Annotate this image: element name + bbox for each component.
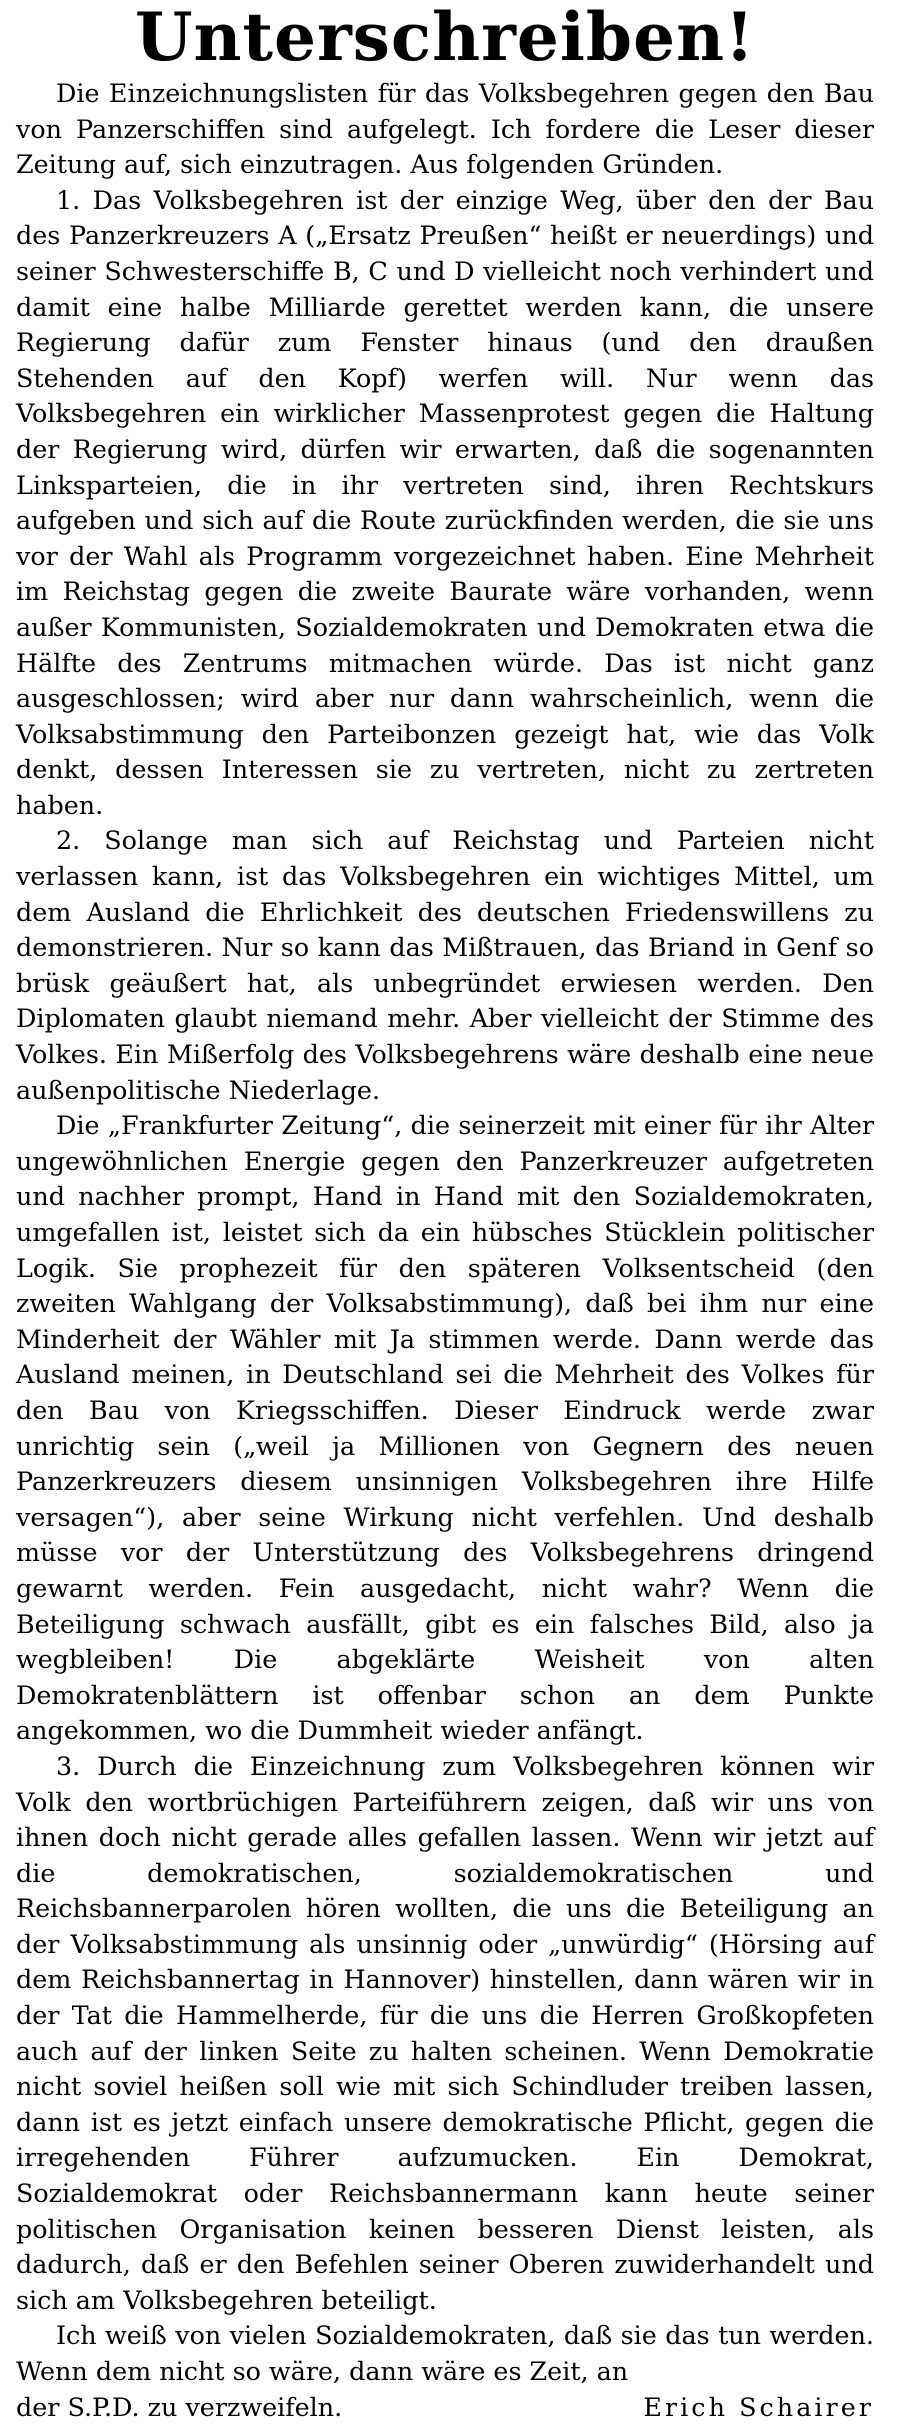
point-3-paragraph: 3. Durch die Einzeichnung zum Volksbegehren können wir Volk den wortbrüchigen Parteiführern zeigen, daß wir uns von ihnen doch nicht gerade alles gefallen lassen. Wenn wir jetzt auf die demokratischen, sozialdemokratischen und Reichsbannerparolen hören wollten, die uns die Beteiligung an der Volksabstimmung als unsinnig oder „unwürdig“ (Hörsing auf dem Reichsbannertag in Hannover) hinstellen, dann wären wir in der Tat die Hammelherde, für die uns die Herren Großkopfeten auch auf der linken Seite zu halten scheinen. Wenn Demokratie nicht soviel heißen soll wie mit sich Schindluder treiben lassen, dann ist es jetzt einfach unsere demokratische Pflicht, gegen die irregehenden Führer aufzumucken. Ein Demokrat, Sozialdemokrat oder Reichsbannermann kann heute seiner politischen Organisation keinen besseren Dienst leisten, als dadurch, daß er den Befehlen seiner Oberen zuwiderhandelt und sich am Volksbegehren beteiligt. — [16, 1750, 874, 2315]
point-2-paragraph: 2. Solange man sich auf Reichstag und Parteien nicht verlassen kann, ist das Volksbegehren ein wichtiges Mittel, um dem Ausland die Ehrlichkeit des deutschen Friedenswillens zu demonstrieren. Nur so kann das Mißtrauen, das Briand in Genf so brüsk geäußert hat, als unbegründet erwiesen werden. Den Diplomaten glaubt niemand mehr. Aber vielleicht der Stimme des Volkes. Ein Mißerfolg des Volksbegehrens wäre deshalb eine neue außenpolitische Niederlage. — [16, 825, 874, 1105]
author-signature: Erich Schairer — [643, 2391, 874, 2422]
closing-last-line — [16, 2390, 874, 2425]
closing-last-text: der S.P.D. zu verzweifeln. — [16, 2391, 343, 2422]
frankfurter-zeitung-paragraph: Die „Frankfurter Zeitung“, die seinerzeit mit einer für ihr Alter ungewöhnlichen Energie gegen den Panzerkreuzer aufgetreten und nachher prompt, Hand in Hand mit den Sozialdemokraten, umgefallen ist, leistet sich da ein hübsches Stücklein politischer Logik. Sie prophezeit für den späteren Volksentscheid (den zweiten Wahlgang der Volksabstimmung), daß bei ihm nur eine Minderheit der Wähler mit Ja stimmen werde. Dann werde das Ausland meinen, in Deutschland sei die Mehrheit des Volkes für den Bau von Kriegsschiffen. Dieser Eindruck werde zwar unrichtig sein („weil ja Millionen von Gegnern des neuen Panzerkreuzers diesem unsinnigen Volksbegehren ihre Hilfe versagen“), aber seine Wirkung nicht verfehlen. Und deshalb müsse vor der Unterstützung des Volksbegehrens dringend gewarnt werden. Fein ausgedacht, nicht wahr? Wenn die Beteiligung schwach ausfällt, gibt es ein falsches Bild, also ja wegbleiben! Die abgeklärte Weisheit von alten Demokratenblättern ist offenbar schon an dem Punkte angekommen, wo die Dummheit wieder anfängt. — [16, 1110, 874, 1746]
article-title: Unterschreiben! — [134, 0, 756, 76]
point-1-paragraph: 1. Das Volksbegehren ist der einzige Weg, über den der Bau des Panzerkreuzers A („Ersatz Preußen“ heißt er neuerdings) und seiner Schwesterschiffe B, C und D vielleicht noch verhindert und damit eine halbe Milliarde gerettet werden kann, die unsere Regierung dafür zum Fenster hinaus (und den draußen Stehenden auf den Kopf) werfen will. Nur wenn das Volksbegehren ein wirklicher Massenprotest gegen die Haltung der Regierung wird, dürfen wir erwarten, daß die sogenannten Linksparteien, die in ihr vertreten sind, ihren Rechtskurs aufgeben und sich auf die Route zurückfinden werden, die sie uns vor der Wahl als Programm vorgezeichnet haben. Eine Mehrheit im Reichstag gegen die zweite Baurate wäre vorhanden, wenn außer Kommunisten, Sozialdemokraten und Demokraten etwa die Hälfte des Zentrums mitmachen würde. Das ist nicht ganz ausgeschlossen; wird aber nur dann wahrscheinlich, wenn die Volksabstimmung den Parteibonzen gezeigt hat, wie das Volk denkt, dessen Interessen sie zu vertreten, nicht zu zertreten haben. — [16, 184, 874, 820]
intro-paragraph: Die Einzeichnungslisten für das Volksbegehren gegen den Bau von Panzerschiffen sind aufgelegt. Ich fordere die Leser dieser Zeitung auf, sich einzutragen. Aus folgenden Gründen. — [16, 78, 874, 180]
closing-paragraph: Ich weiß von vielen Sozialdemokraten, daß sie das tun werden. Wenn dem nicht so wäre, dann wäre es Zeit, an — [16, 2320, 874, 2386]
